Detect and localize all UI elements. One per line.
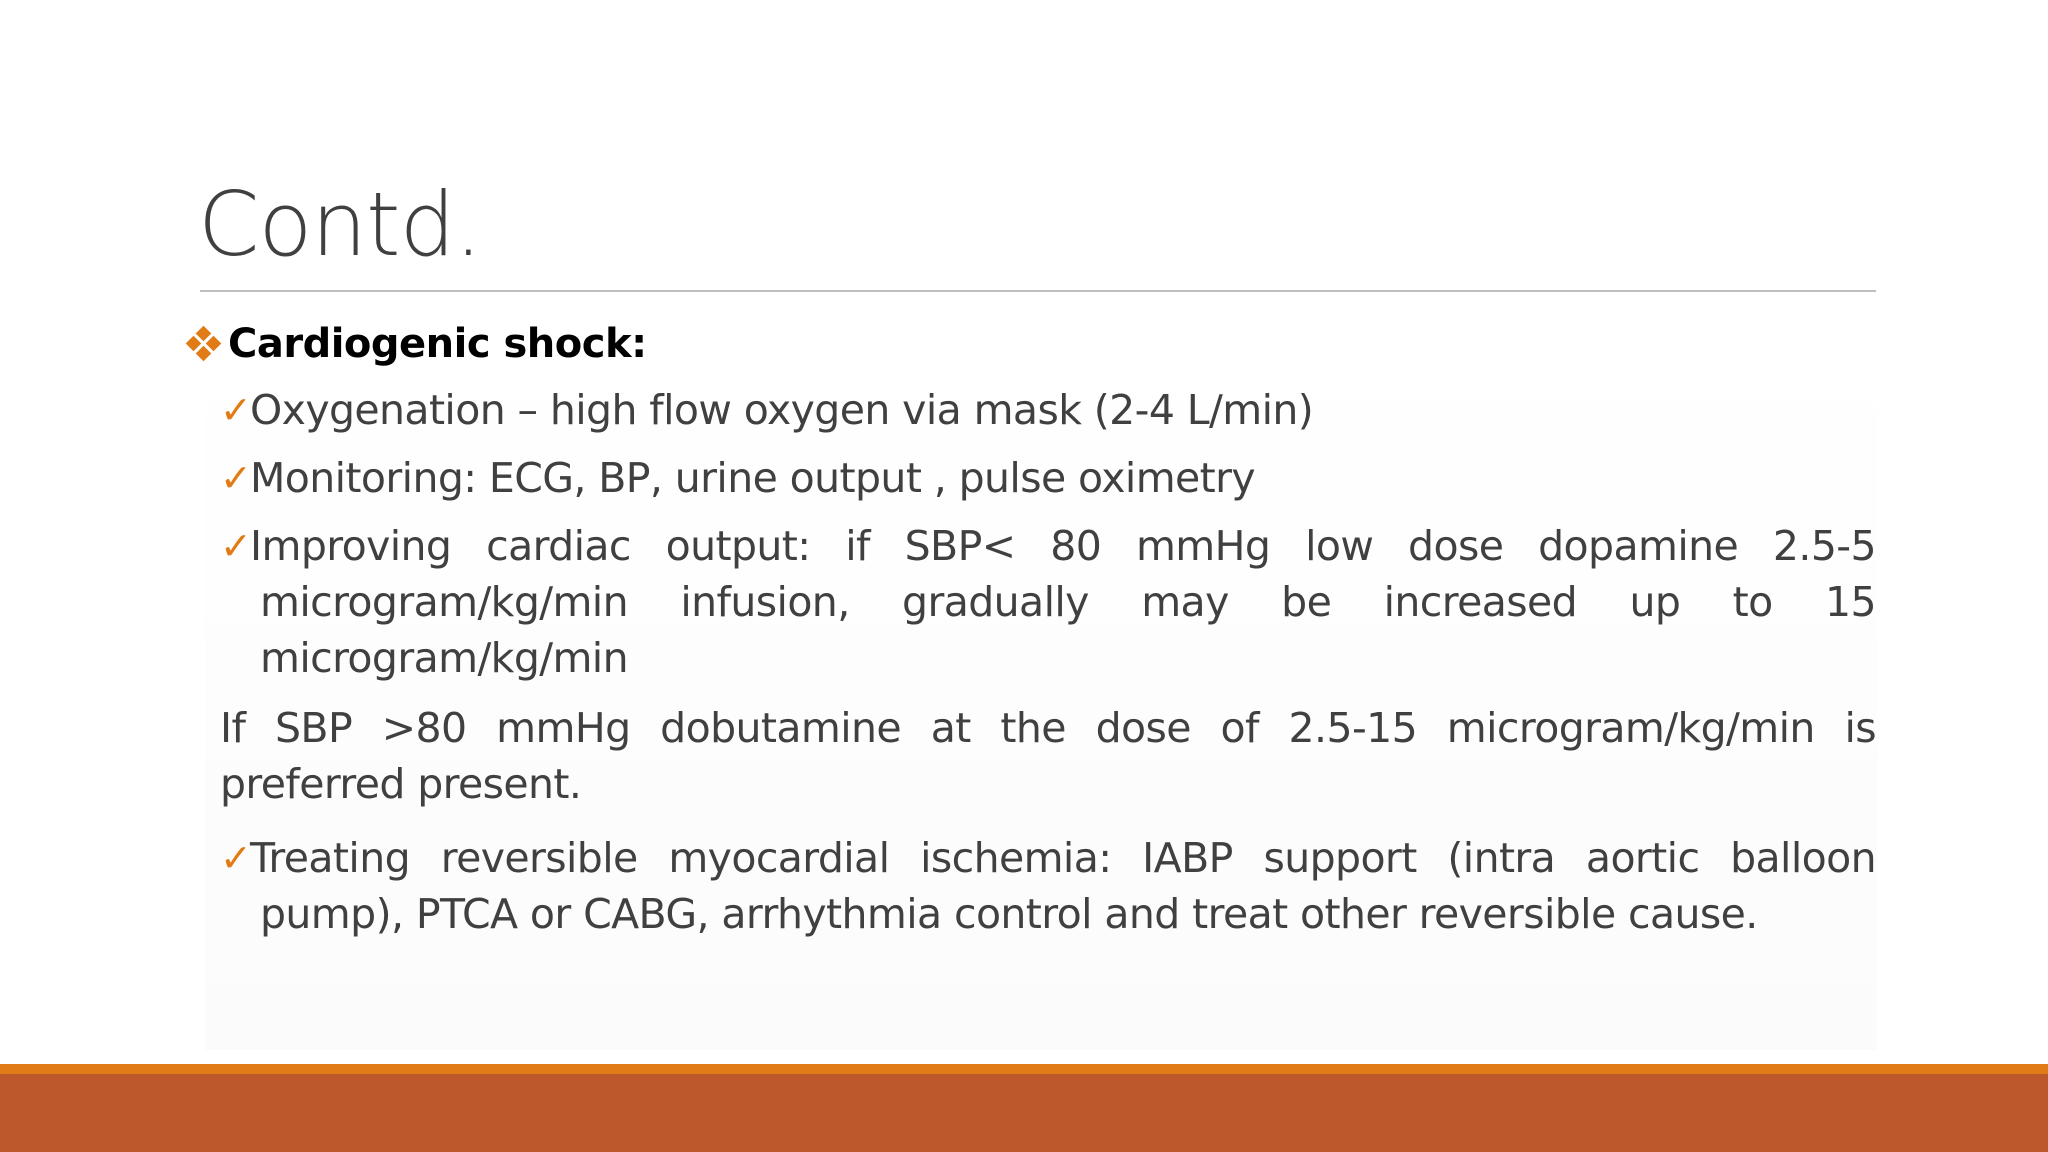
diamond-bullet-icon bbox=[186, 326, 222, 362]
footer-accent-line bbox=[0, 1064, 2048, 1074]
check-icon: ✓ bbox=[220, 836, 252, 880]
section-heading bbox=[186, 312, 1876, 376]
title-divider bbox=[200, 290, 1876, 292]
check-icon: ✓ bbox=[220, 456, 252, 500]
check-icon: ✓ bbox=[220, 524, 252, 568]
list-item-oxygenation bbox=[186, 382, 1876, 438]
note-paragraph: If SBP >80 mmHg dobutamine at the dose of 2.5-15 microgram/kg/min is preferred present. bbox=[220, 704, 1876, 808]
footer-band bbox=[0, 1074, 2048, 1152]
list-item-cardiac-output bbox=[186, 518, 1876, 686]
list-item-monitoring bbox=[186, 450, 1876, 506]
list-item-ischemia bbox=[186, 830, 1876, 942]
list-item-text: Monitoring: ECG, BP, urine output , pulse oximetry bbox=[250, 454, 1256, 502]
list-item-text: Improving cardiac output: if SBP< 80 mmHg low dose dopamine 2.5-5 microgram/kg/min infusion, gradually may be increased up to 15 microgram/kg/min bbox=[250, 522, 1876, 682]
section-label: Cardiogenic shock: bbox=[228, 321, 647, 367]
check-icon: ✓ bbox=[220, 388, 252, 432]
list-item-text: Treating reversible myocardial ischemia: IABP support (intra aortic balloon pump), PTCA or CABG, arrhythmia control and treat other reversible cause. bbox=[250, 834, 1876, 938]
slide-body bbox=[186, 312, 1876, 942]
slide-title: Contd. bbox=[198, 173, 482, 276]
list-item-text: Oxygenation – high flow oxygen via mask (2-4 L/min) bbox=[250, 386, 1314, 434]
